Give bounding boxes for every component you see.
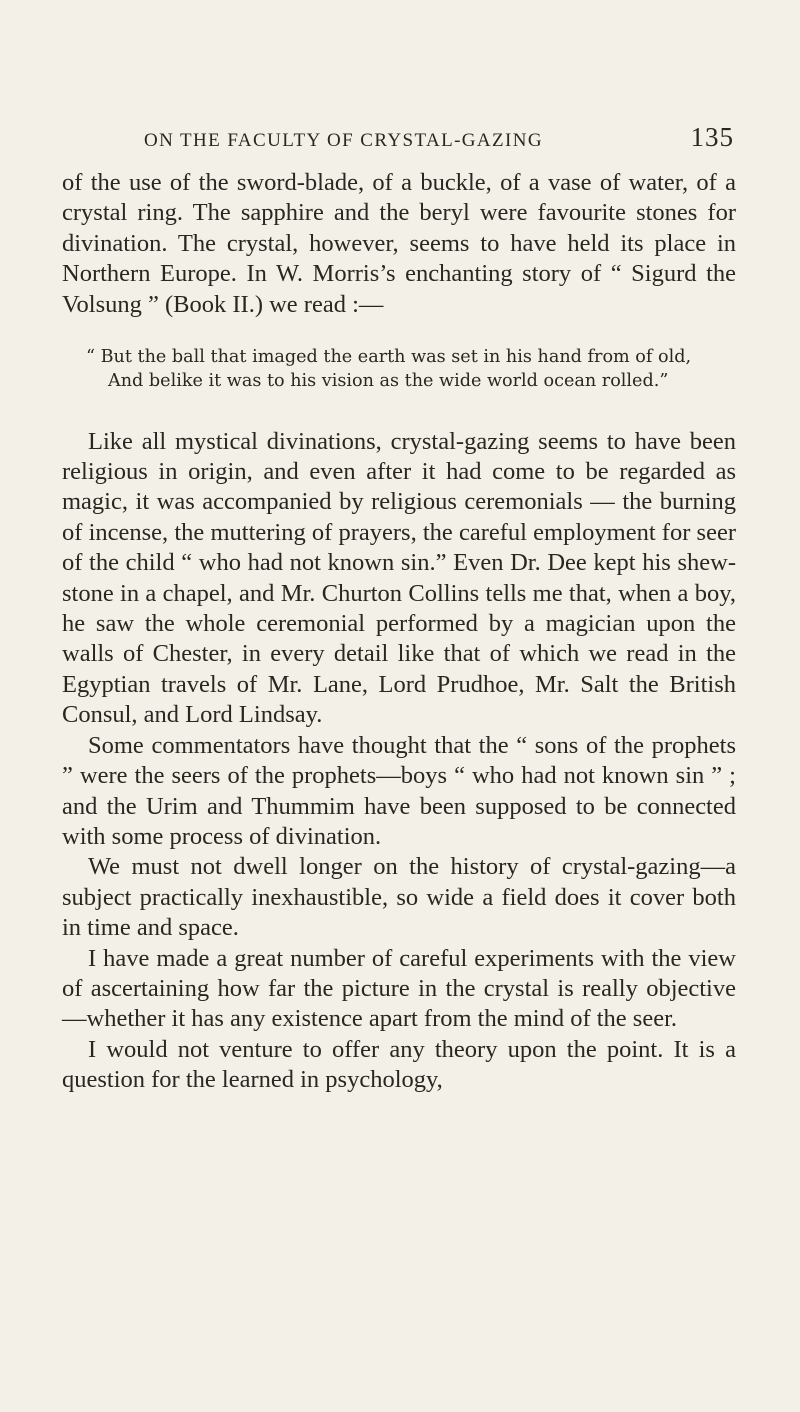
- running-title: ON THE FACULTY OF CRYSTAL-GAZING: [144, 130, 544, 151]
- paragraph-4: We must not dwell longer on the history of crystal-gazing—a subject practically inexhaustible, so wide a field does it cover both in time and space.: [62, 853, 736, 942]
- body-text: [62, 168, 736, 1096]
- page-number: 135: [690, 122, 734, 152]
- running-head: [144, 120, 734, 160]
- quote-line-1: “ But the ball that imaged the earth was set in his hand from of old,: [86, 347, 692, 368]
- quote-line-2: And belike it was to his vision as the wide world ocean rolled.”: [108, 370, 669, 391]
- paragraph-3: Some commentators have thought that the “ sons of the prophets ” were the seers of the prophets—boys “ who had not known sin ” ; and the Urim and Thummim have been supposed to be connected with some process of divination.: [62, 731, 736, 850]
- paragraph-2: Like all mystical divinations, crystal-gazing seems to have been religious in origin, and even after it had come to be regarded as magic, it was accompanied by religious ceremonials — the burning of incense, the muttering of prayers, the careful employment for seer of the child “ who had not known sin.” Even Dr. Dee kept his shew-stone in a chapel, and Mr. Churton Collins tells me that, when a boy, he saw the whole ceremonial performed by a magician upon the walls of Chester, in every detail like that of which we read in the Egyptian travels of Mr. Lane, Lord Prudhoe, Mr. Salt the British Consul, and Lord Lindsay.: [62, 427, 736, 729]
- verse-quotation: [86, 346, 736, 394]
- paragraph-1: of the use of the sword-blade, of a buckle, of a vase of water, of a crystal ring. The sapphire and the beryl were favourite stones for divination. The crystal, however, seems to have held its place in Northern Europe. In W. Morris’s enchanting story of “ Sigurd the Volsung ” (Book II.) we read :—: [62, 169, 736, 318]
- paragraph-6: I would not venture to offer any theory upon the point. It is a question for the learned in psychology,: [62, 1035, 736, 1094]
- paragraph-5: I have made a great number of careful experiments with the view of ascertaining how far the picture in the crystal is really objective—whether it has any existence apart from the mind of the seer.: [62, 944, 736, 1033]
